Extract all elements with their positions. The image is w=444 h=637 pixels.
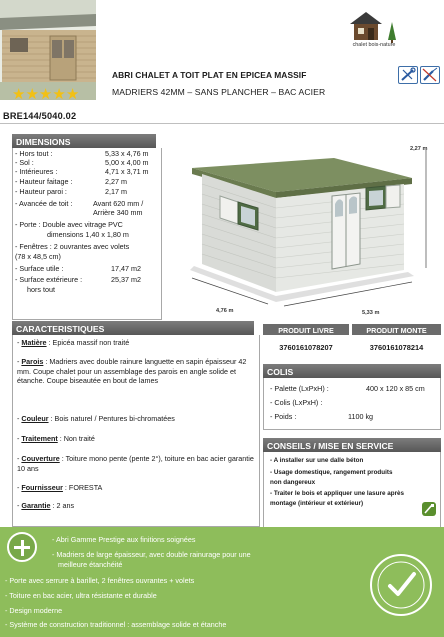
star-rating — [12, 86, 79, 104]
characteristic-text: : FORESTA — [62, 483, 103, 492]
dim-value: dimensions 1,40 x 1,80 m — [47, 230, 129, 239]
dim-value: 25,37 m2 — [111, 275, 141, 284]
characteristic-key: Parois — [21, 357, 44, 366]
feature-item: meilleure étanchéité — [58, 560, 123, 569]
product-livre-code: 3760161078207 — [279, 343, 333, 352]
feature-item: - Design moderne — [5, 606, 63, 615]
characteristics-panel — [12, 335, 260, 527]
characteristic-item: - Garantie : 2 ans — [17, 501, 75, 510]
height-dimension: 2,27 m — [410, 146, 428, 152]
chalet-photo — [0, 0, 96, 103]
characteristic-item: - Couleur : Bois naturel / Pentures bi-chromatées — [17, 414, 175, 423]
characteristic-item: - Couverture : Toiture mono pente (pente 2°), toiture en bac acier garantie 10 ans — [17, 454, 254, 473]
dim-label: - Intérieures : — [15, 167, 58, 176]
logo-text: chalet bois-nature — [352, 42, 396, 48]
colis-row — [270, 384, 425, 393]
characteristic-item: - Matière : Epicéa massif non traité — [17, 338, 130, 347]
dim-value: Avant 620 mm / — [93, 199, 144, 208]
star-icon: ★ — [25, 86, 39, 103]
dim-value: 5,33 x 4,76 m — [105, 149, 149, 158]
conseils-header: CONSEILS / MISE EN SERVICE — [263, 438, 441, 452]
characteristic-text: : 2 ans — [50, 501, 75, 510]
screwdriver-icon — [420, 66, 440, 84]
colis-label: - Poids : — [270, 412, 297, 421]
characteristic-text: : Toiture mono pente (pente 2°), toiture en bac acier garantie 10 ans — [17, 454, 254, 473]
depth-dimension: 4,76 m — [216, 308, 234, 314]
feature-item: - Porte avec serrure à barillet, 2 fenêtres ouvrantes + volets — [5, 576, 195, 585]
dim-value: 2,27 m — [105, 177, 127, 186]
conseil-item: - Usage domestique, rangement produits — [270, 469, 393, 476]
product-monte-code: 3760161078214 — [369, 343, 424, 352]
characteristic-item: - Fournisseur : FORESTA — [17, 483, 103, 492]
characteristic-key: Couverture — [21, 454, 60, 463]
dim-value: hors tout — [27, 285, 55, 294]
dim-value: 4,71 x 3,71 m — [105, 167, 149, 176]
tools-icon — [398, 66, 418, 84]
star-icon: ★ — [65, 86, 80, 103]
feature-item: - Système de construction traditionnel : assemblage solide et étanche — [5, 620, 227, 629]
characteristic-text: : Epicéa massif non traité — [46, 338, 130, 347]
star-icon: ★ — [12, 86, 26, 103]
characteristic-key: Matière — [21, 338, 47, 347]
characteristic-key: Garantie — [21, 501, 51, 510]
characteristic-key: Couleur — [21, 414, 49, 423]
product-title: ABRI CHALET A TOIT PLAT EN EPICEA MASSIF — [112, 70, 307, 80]
conseil-item: - Traiter le bois et appliquer une lasure après — [270, 490, 405, 497]
plus-icon-bar — [21, 540, 24, 556]
conseils-panel — [263, 452, 441, 528]
colis-row — [270, 412, 374, 421]
characteristics-header: CARACTERISTIQUES — [12, 321, 254, 335]
colis-row — [270, 398, 322, 407]
dim-value: Arrière 340 mm — [93, 208, 143, 217]
feature-item: - Madriers de large épaisseur, avec double rainurage pour une — [52, 550, 251, 559]
characteristic-key: Fournisseur — [21, 483, 63, 492]
feature-item: - Abri Gamme Prestige aux finitions soignées — [52, 535, 196, 544]
dim-label: - Hors tout : — [15, 149, 53, 158]
quality-badge — [368, 552, 434, 618]
colis-value: 1100 kg — [348, 412, 374, 421]
colis-label: - Colis (LxPxH) : — [270, 398, 323, 407]
characteristic-key: Traitement — [21, 434, 58, 443]
colis-header: COLIS — [263, 364, 441, 378]
dimensions-header: DIMENSIONS — [12, 134, 156, 148]
feature-item: - Toiture en bac acier, ultra résistante et durable — [5, 591, 157, 600]
header-photo — [0, 0, 96, 103]
colis-panel — [263, 378, 441, 430]
product-subtitle: MADRIERS 42MM – SANS PLANCHER – BAC ACIER — [112, 87, 326, 97]
characteristic-text: : Bois naturel / Pentures bi-chromatées — [48, 414, 175, 423]
dim-label: - Hauteur paroi : — [15, 187, 67, 196]
chalet-drawing — [164, 136, 444, 322]
quality-seal-icon — [368, 552, 434, 618]
product-reference: BRE144/5040.02 — [3, 111, 77, 121]
star-icon: ★ — [52, 86, 66, 103]
characteristic-text: : Madriers avec double rainure languette en sapin épaisseur 42 mm. Coupe chalet pour un assemblage des parois en angle solide et étanche. Coupe biseautée en bout de lames — [17, 357, 247, 386]
dim-value: 17,47 m2 — [111, 264, 141, 273]
product-monte-label: PRODUIT MONTE — [352, 324, 441, 335]
characteristic-text: : Non traité — [57, 434, 95, 443]
dim-label: - Hauteur faitage : — [15, 177, 73, 186]
dim-label: - Avancée de toit : — [15, 199, 73, 208]
conseil-item: - A installer sur une dalle béton — [270, 457, 364, 464]
dim-value: 5,00 x 4,00 m — [105, 158, 149, 167]
dimensions-panel — [12, 148, 162, 320]
colis-value: 400 x 120 x 85 cm — [366, 384, 425, 393]
dim-label: - Fenêtres : 2 ouvrantes avec volets — [15, 242, 130, 251]
colis-label: - Palette (LxPxH) : — [270, 384, 329, 393]
dim-label: - Surface utile : — [15, 264, 64, 273]
conseil-item: montage (intérieur et extérieur) — [270, 500, 364, 507]
brush-icon — [422, 502, 436, 516]
dim-label: - Sol : — [15, 158, 34, 167]
dim-label: (78 x 48,5 cm) — [15, 252, 61, 261]
dim-label: - Porte : Double avec vitrage PVC — [15, 220, 123, 229]
product-livre-label: PRODUIT LIVRE — [263, 324, 349, 335]
width-dimension: 5,33 m — [362, 310, 380, 316]
star-icon: ★ — [38, 86, 53, 103]
characteristic-item: - Traitement : Non traité — [17, 434, 95, 443]
dim-label: - Surface extérieure : — [15, 275, 83, 284]
chalet-illustration — [164, 136, 444, 322]
characteristic-item: - Parois : Madriers avec double rainure languette en sapin épaisseur 42 mm. Coupe chalet pour un assemblage des parois en angle solide et étanche. Coupe biseautée en bout de lames — [17, 357, 247, 386]
divider — [0, 123, 444, 124]
conseil-item: non dangereux — [270, 479, 316, 486]
dim-value: 2,17 m — [105, 187, 127, 196]
